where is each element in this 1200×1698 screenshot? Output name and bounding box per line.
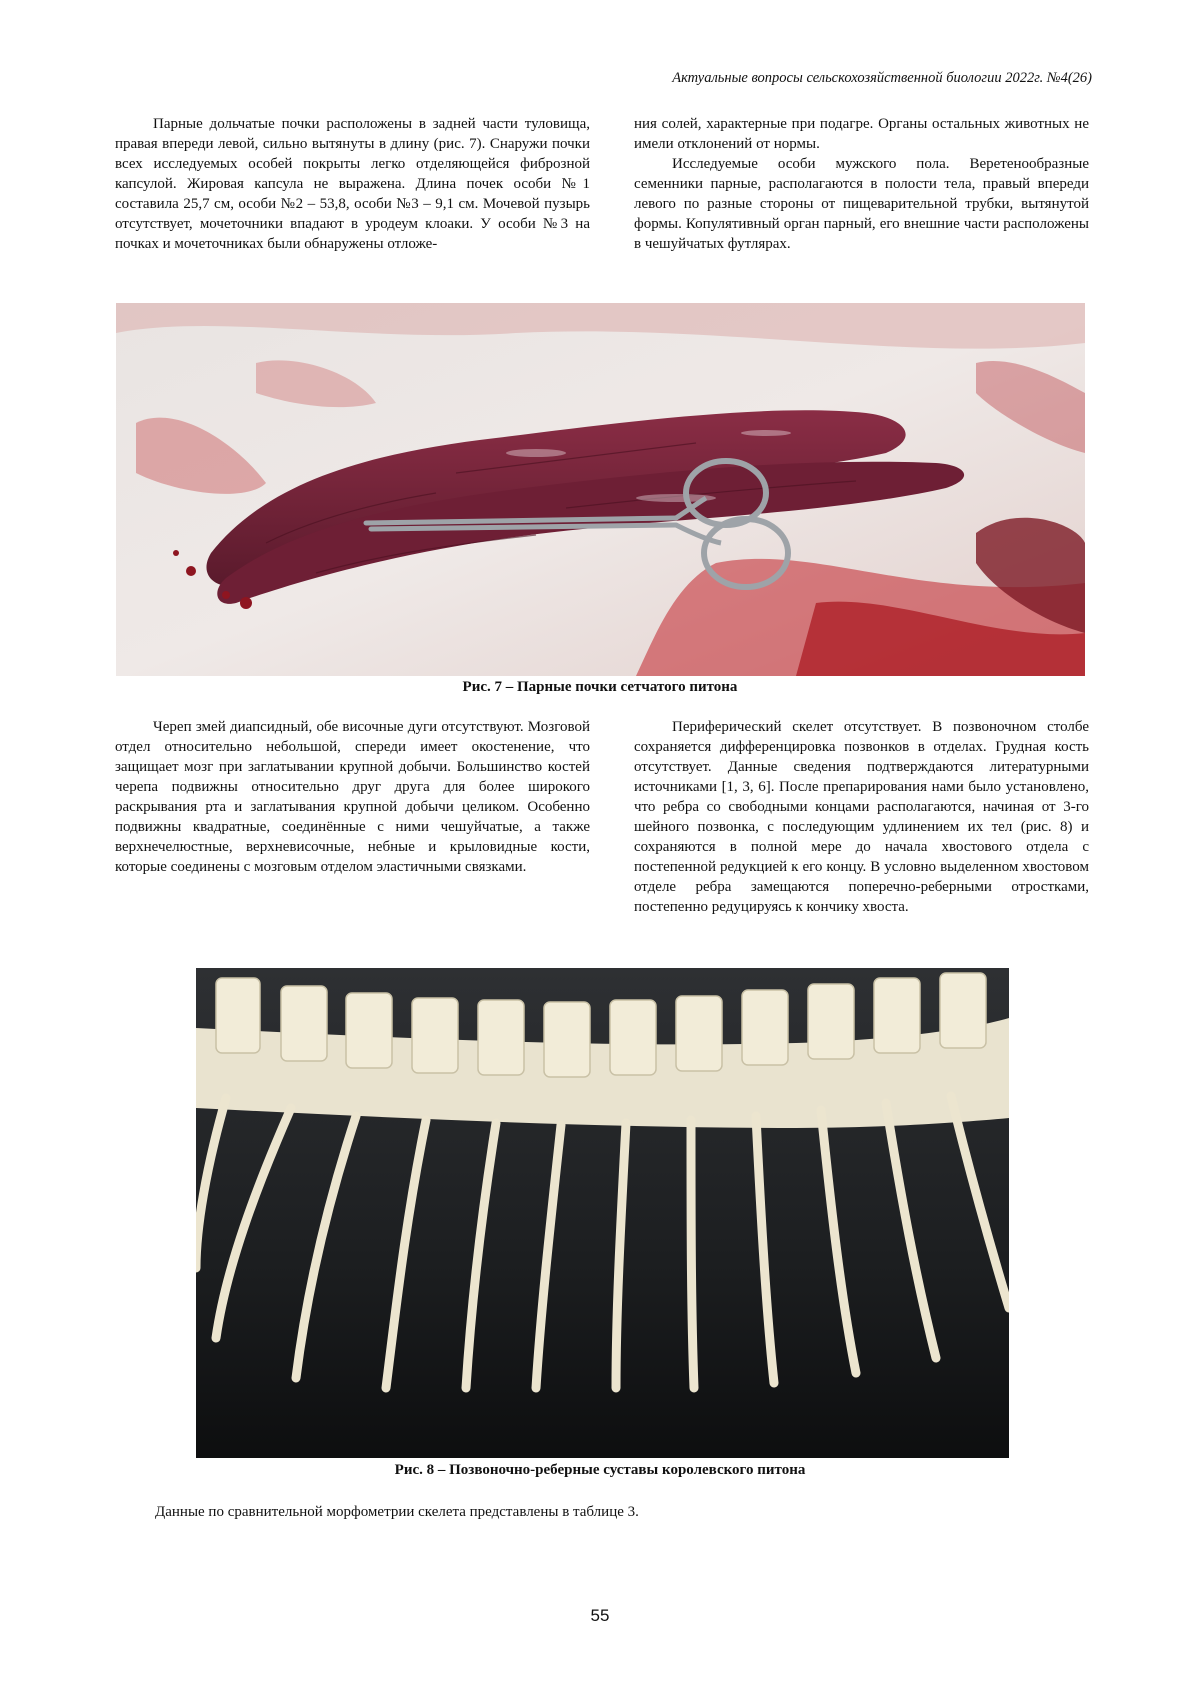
journal-header: Актуальные вопросы сельскохозяйственной биологии 2022г. №4(26) [672, 70, 1092, 86]
middle-right-column [634, 717, 1089, 917]
top-right-column [634, 114, 1089, 254]
paragraph-kidneys: Парные дольчатые почки расположены в задней части туловища, правая впереди левой, сильно вытянуты в длину (рис. 7). Снаружи почки всех исследуемых особей покрыты легко отделяющейся фиброзной капсулой. Жировая капсула не выражена. Длина почек особи №1 составила 25,7 см, особи №2 – 53,8, особи №3 – 9,1 см. Мочевой пузырь отсутствует, мочеточники впадают в уродеум клоаки. У особи №3 на почках и мочеточниках были обнаружены отложе- [115, 116, 590, 252]
paragraph-gout: ния солей, характерные при подагре. Органы остальных животных не имели отклонений от нормы. [634, 116, 1089, 152]
figure-8-vertebrae-photo [196, 968, 1009, 1458]
page-number: 55 [590, 1606, 610, 1625]
vertebrae-photo-illustration [196, 968, 1009, 1458]
middle-left-column [115, 717, 590, 877]
table-reference-text: Данные по сравнительной морфометрии скелета представлены в таблице 3. [155, 1504, 639, 1520]
figure-8-caption: Рис. 8 – Позвоночно-реберные суставы королевского питона [394, 1462, 806, 1478]
paragraph-skeleton: Периферический скелет отсутствует. В позвоночном столбе сохраняется дифференцировка позвонков в отделах. Грудная кость отсутствует. Данные сведения подтверждаются литературными источниками [1, 3, 6]. После препарирования нами было установлено, что ребра со свободными концами располагаются, начиная от 3-го шейного позвонка, с последующим удлинением их тел (рис. 8) и сохраняются в полной мере до начала хвостового отдела с постепенной редукцией к его концу. В условно выделенном хвостовом отделе ребра замещаются поперечно-реберными отростками, постепенно редуцируясь к кончику хвоста. [634, 719, 1089, 915]
figure-7-caption: Рис. 7 – Парные почки сетчатого питона [462, 679, 738, 695]
kidneys-photo-illustration [116, 303, 1085, 676]
paragraph-skull: Череп змей диапсидный, обе височные дуги отсутствуют. Мозговой отдел относительно небольшой, спереди имеет окостенение, что защищает мозг при заглатывании крупной добычи. Большинство костей черепа подвижны относительно друг друга для более широкого раскрывания рта и заглатывания крупной добычи целиком. Особенно подвижны квадратные, соединённые с ними чешуйчатые, а также верхнечелюстные, верхневисочные, небные и крыловидные кости, которые соединены с мозговым отделом эластичными связками. [115, 719, 590, 875]
top-left-column [115, 114, 590, 254]
paragraph-testes: Исследуемые особи мужского пола. Веретенообразные семенники парные, располагаются в полости тела, правый впереди левого по разные стороны от пищеварительной трубки, вытянутой формы. Копулятивный орган парный, его внешние части расположены в чешуйчатых футлярах. [634, 156, 1089, 252]
figure-7-kidneys-photo [116, 303, 1085, 676]
